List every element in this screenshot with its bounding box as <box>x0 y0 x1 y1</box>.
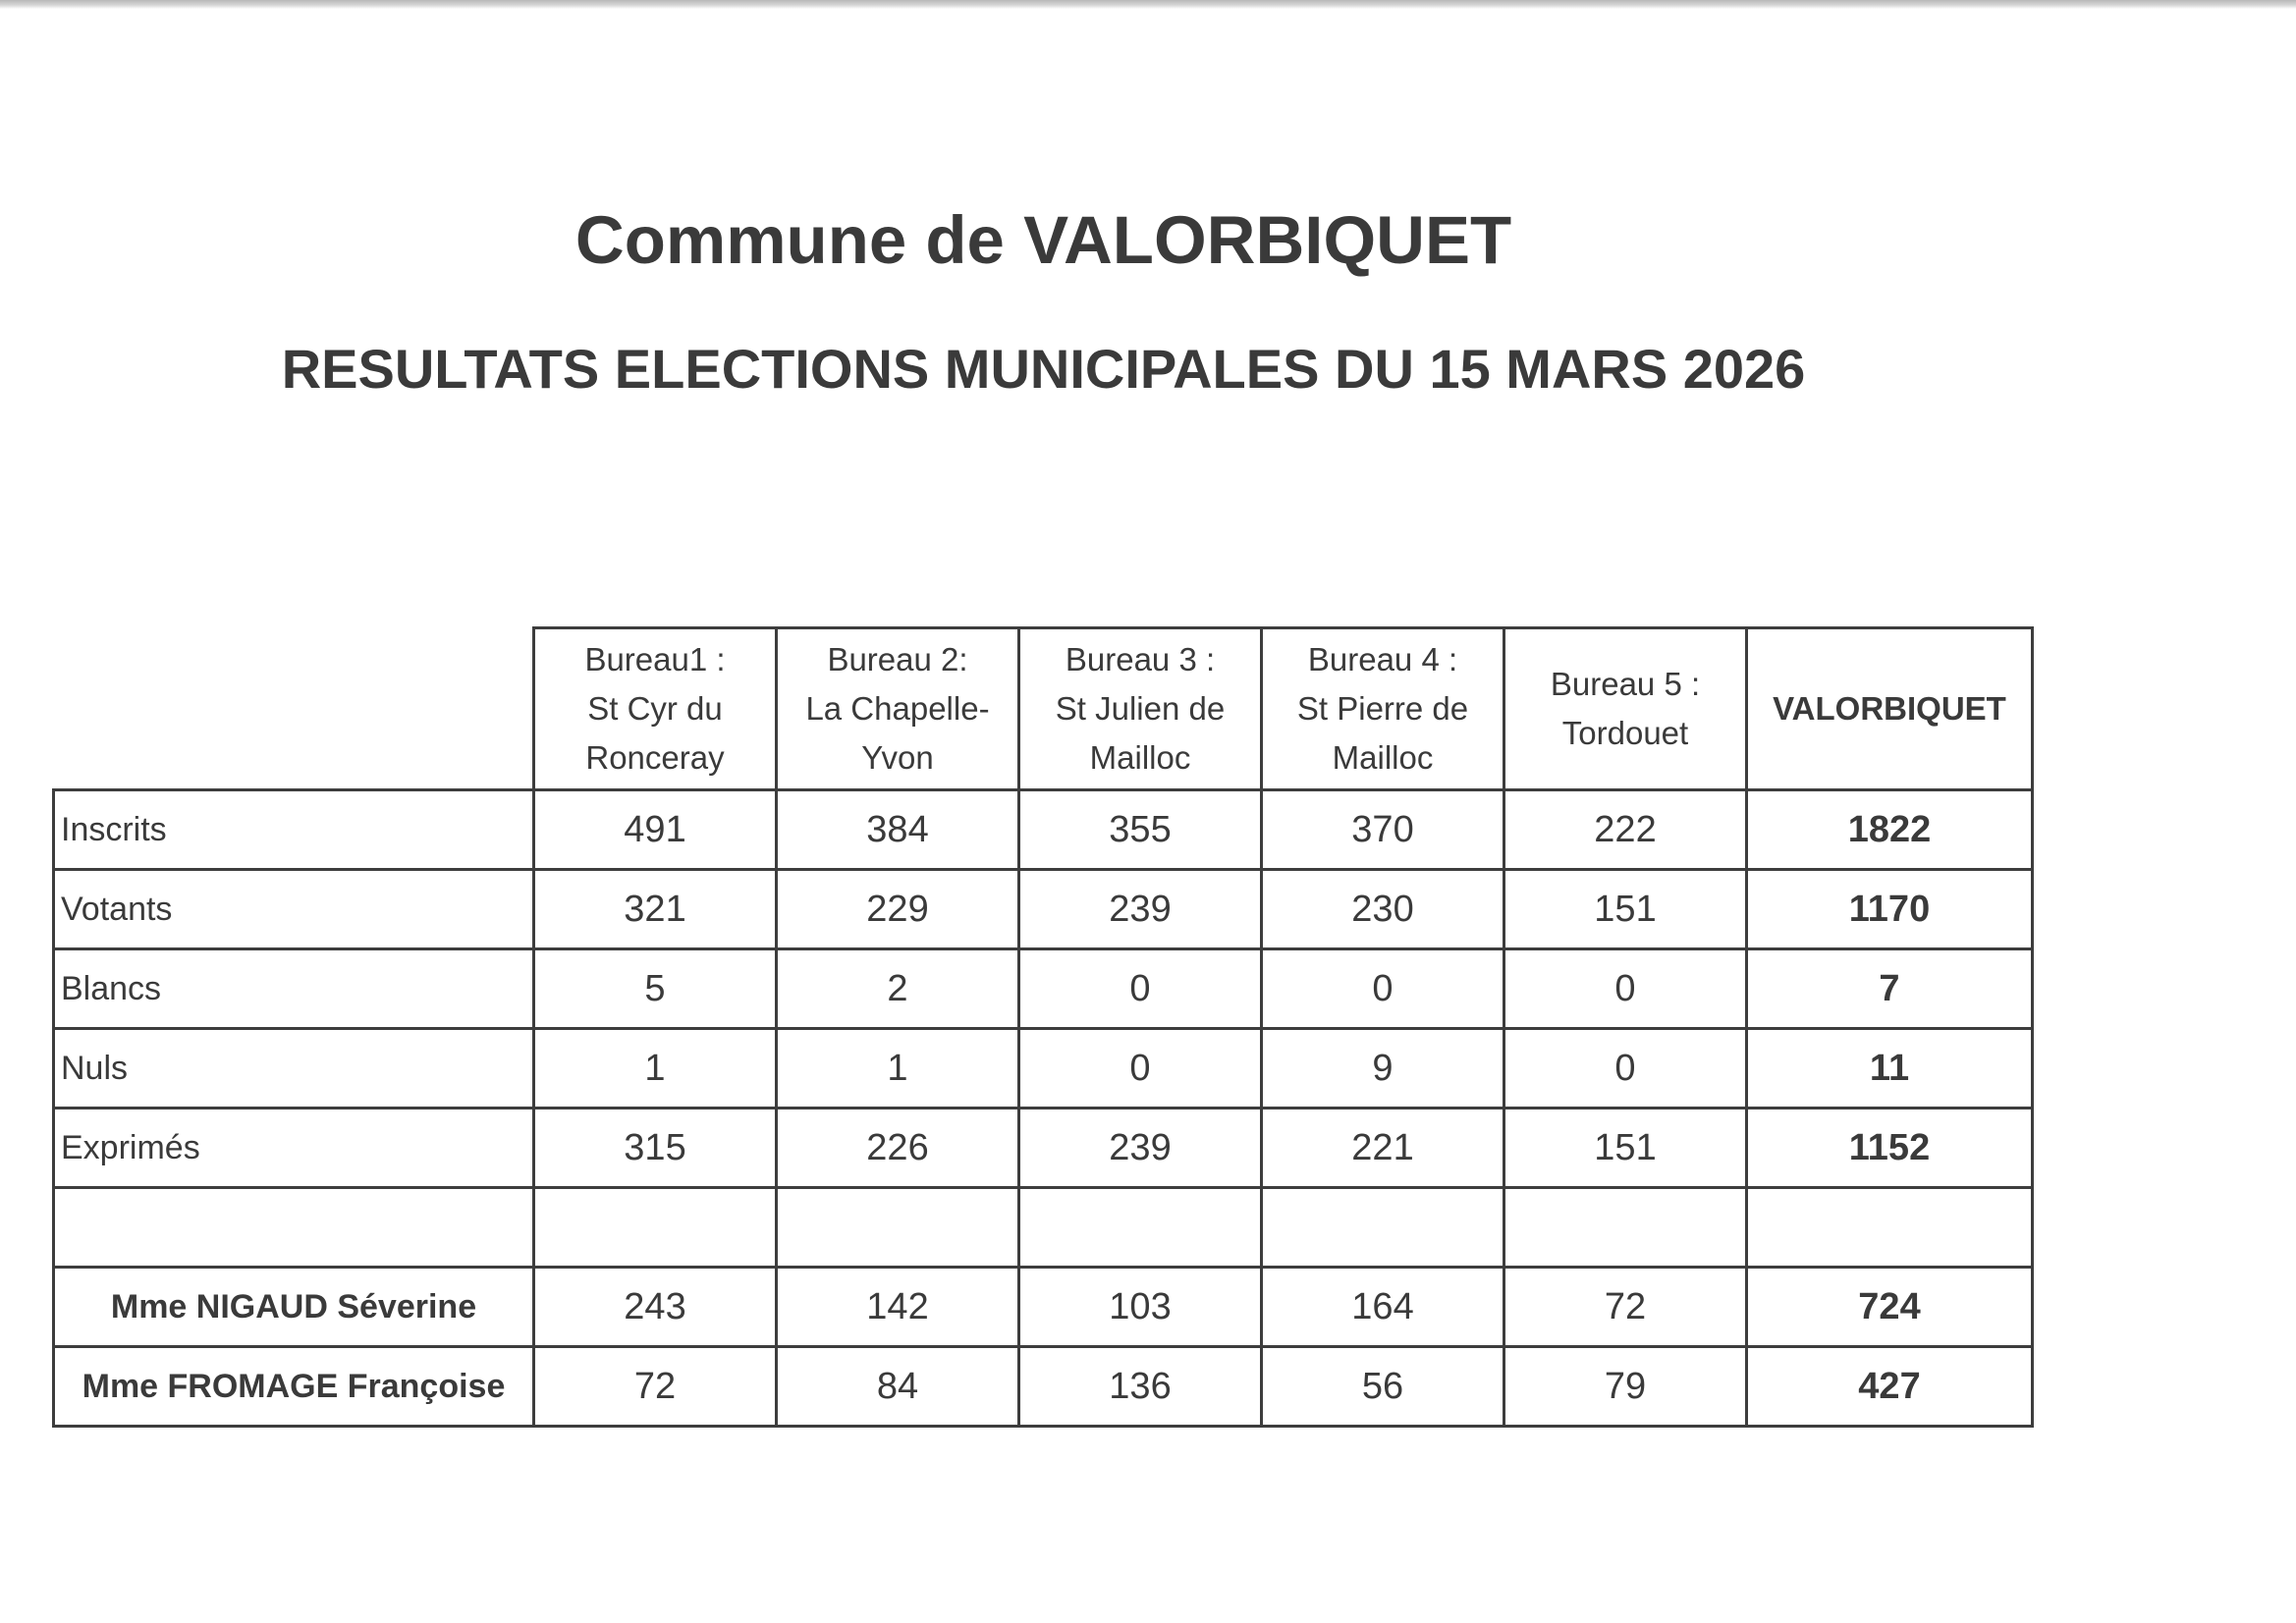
table-cell: 151 <box>1504 1109 1747 1188</box>
table-cell: 164 <box>1262 1268 1504 1347</box>
table-cell: 355 <box>1019 790 1262 870</box>
table-row-inscrits <box>54 790 2033 870</box>
total-cell: 724 <box>1747 1268 2033 1347</box>
header-line: St Julien de <box>1055 690 1226 727</box>
header-bureau-4 <box>1262 628 1504 790</box>
table-cell: 79 <box>1504 1347 1747 1427</box>
empty-cell <box>1019 1188 1262 1268</box>
header-line: St Cyr du <box>587 690 723 727</box>
row-label: Nuls <box>54 1029 534 1109</box>
table-cell: 2 <box>777 949 1019 1029</box>
title-commune-name: VALORBIQUET <box>1023 202 1512 278</box>
table-cell: 5 <box>534 949 777 1029</box>
row-label: Votants <box>54 870 534 949</box>
table-cell: 103 <box>1019 1268 1262 1347</box>
header-line: Bureau1 : <box>584 641 726 677</box>
header-line: Mailloc <box>1089 739 1191 776</box>
table-cell: 222 <box>1504 790 1747 870</box>
table-cell: 230 <box>1262 870 1504 949</box>
total-cell: 1170 <box>1747 870 2033 949</box>
table-row-candidate-fromage <box>54 1347 2033 1427</box>
scan-top-edge <box>0 0 2296 9</box>
table-cell: 136 <box>1019 1347 1262 1427</box>
header-line: Bureau 3 : <box>1065 641 1216 677</box>
total-cell: 11 <box>1747 1029 2033 1109</box>
header-line: Ronceray <box>585 739 725 776</box>
header-line: Tordouet <box>1561 715 1689 751</box>
header-bureau-3 <box>1019 628 1262 790</box>
row-label: Inscrits <box>54 790 534 870</box>
page-subtitle: RESULTATS ELECTIONS MUNICIPALES DU 15 MARS 2026 <box>281 338 1806 400</box>
row-label: Exprimés <box>54 1109 534 1188</box>
candidate-label: Mme NIGAUD Séverine <box>54 1268 534 1347</box>
table-row-blancs <box>54 949 2033 1029</box>
empty-cell <box>1262 1188 1504 1268</box>
empty-cell <box>1504 1188 1747 1268</box>
results-table <box>52 626 2034 1428</box>
table-cell: 239 <box>1019 870 1262 949</box>
total-cell: 1822 <box>1747 790 2033 870</box>
table-cell: 491 <box>534 790 777 870</box>
table-cell: 243 <box>534 1268 777 1347</box>
table-cell: 226 <box>777 1109 1019 1188</box>
table-cell: 0 <box>1262 949 1504 1029</box>
header-line: Bureau 4 : <box>1307 641 1458 677</box>
table-row-nuls <box>54 1029 2033 1109</box>
table-cell: 0 <box>1019 949 1262 1029</box>
table-cell: 72 <box>534 1347 777 1427</box>
table-row-empty <box>54 1188 2033 1268</box>
table-cell: 84 <box>777 1347 1019 1427</box>
header-bureau-1 <box>534 628 777 790</box>
table-cell: 221 <box>1262 1109 1504 1188</box>
header-line: St Pierre de <box>1296 690 1469 727</box>
total-cell: 427 <box>1747 1347 2033 1427</box>
empty-cell <box>1747 1188 2033 1268</box>
table-cell: 56 <box>1262 1347 1504 1427</box>
candidate-label: Mme FROMAGE Françoise <box>54 1347 534 1427</box>
row-label: Blancs <box>54 949 534 1029</box>
total-cell: 1152 <box>1747 1109 2033 1188</box>
header-line: Bureau 5 : <box>1550 666 1701 702</box>
table-cell: 321 <box>534 870 777 949</box>
table-row-candidate-nigaud <box>54 1268 2033 1347</box>
header-line: La Chapelle- <box>805 690 990 727</box>
table-cell: 151 <box>1504 870 1747 949</box>
table-cell: 142 <box>777 1268 1019 1347</box>
table-cell: 315 <box>534 1109 777 1188</box>
total-cell: 7 <box>1747 949 2033 1029</box>
header-row <box>54 628 2033 790</box>
header-bureau-5 <box>1504 628 1747 790</box>
empty-cell <box>54 1188 534 1268</box>
table-row-votants <box>54 870 2033 949</box>
header-line: Yvon <box>861 739 934 776</box>
table-cell: 1 <box>534 1029 777 1109</box>
table-cell: 239 <box>1019 1109 1262 1188</box>
empty-cell <box>534 1188 777 1268</box>
header-corner-cell <box>54 628 534 790</box>
table-cell: 9 <box>1262 1029 1504 1109</box>
page-title <box>0 201 2087 279</box>
table-cell: 72 <box>1504 1268 1747 1347</box>
table-cell: 0 <box>1504 1029 1747 1109</box>
title-prefix: Commune de <box>574 202 1024 278</box>
table-cell: 1 <box>777 1029 1019 1109</box>
table-cell: 0 <box>1504 949 1747 1029</box>
table-cell: 0 <box>1019 1029 1262 1109</box>
header-line: Bureau 2: <box>827 641 968 677</box>
table-cell: 229 <box>777 870 1019 949</box>
table-row-exprimes <box>54 1109 2033 1188</box>
header-bureau-2 <box>777 628 1019 790</box>
empty-cell <box>777 1188 1019 1268</box>
header-line: VALORBIQUET <box>1773 690 2006 727</box>
table-cell: 370 <box>1262 790 1504 870</box>
table-cell: 384 <box>777 790 1019 870</box>
header-line: Mailloc <box>1332 739 1434 776</box>
header-total <box>1747 628 2033 790</box>
